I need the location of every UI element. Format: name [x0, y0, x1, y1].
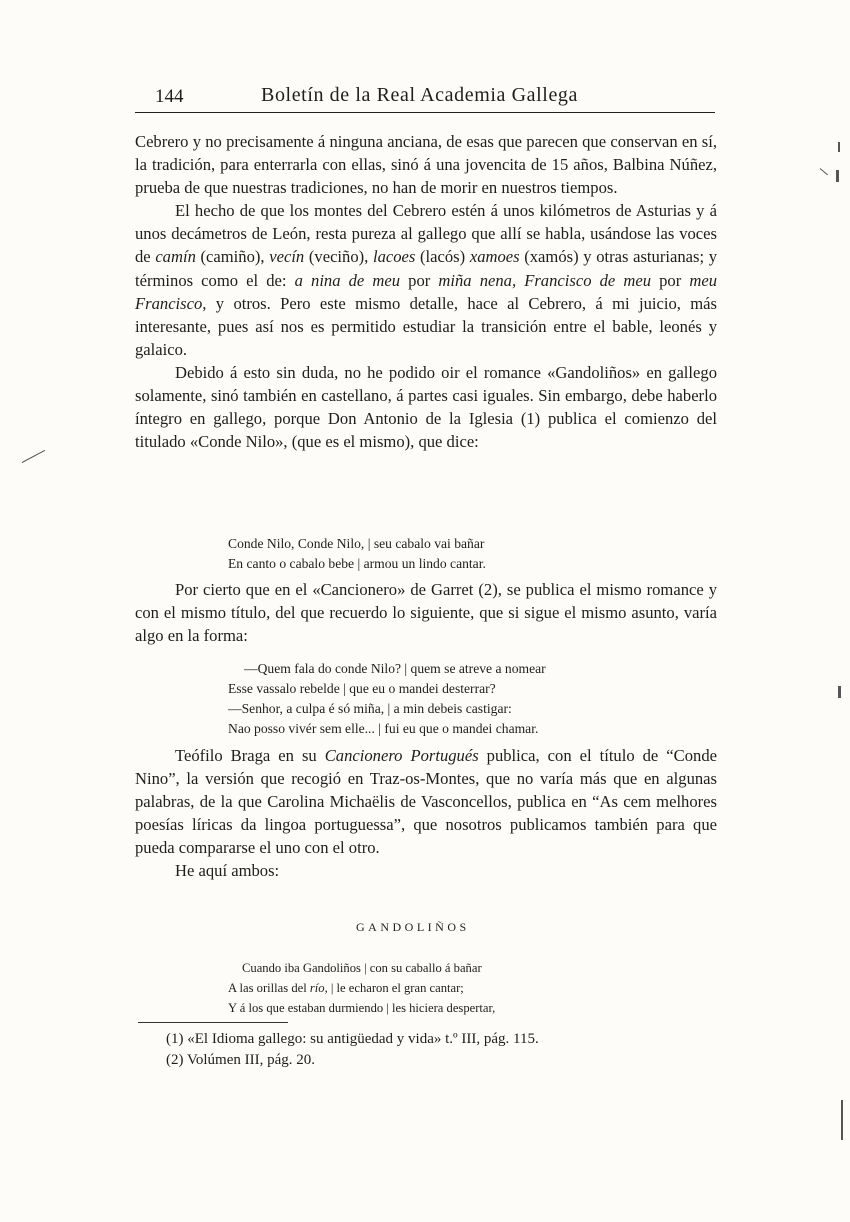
journal-title: Boletín de la Real Academia Gallega	[261, 84, 578, 106]
verse-gandolinos	[228, 958, 495, 1018]
scan-mark	[838, 142, 840, 152]
footnote-1: (1) «El Idioma gallego: su antigüedad y vida» t.º III, pág. 115.	[166, 1031, 539, 1047]
scan-mark	[22, 450, 45, 463]
verse-line: A las orillas del río, | le echaron el gran cantar;	[228, 981, 464, 995]
verse-conde-nilo	[228, 534, 486, 574]
paragraph-1: Cebrero y no precisamente á ninguna anciana, de esas que parecen que conservan en sí, la tradición, para enterrarla con ellas, sinó á una jovencita de 15 años, Balbina Núñez, prueba de que nuestras tradiciones, no han de morir en nuestros tiempos.	[135, 132, 717, 198]
verse-line: Cuando iba Gandoliños | con su caballo á bañar	[242, 961, 482, 975]
paragraph-5: Teófilo Braga en su Cancionero Portugués publica, con el título de “Conde Nino”, la versión que recogió en Traz-os-Montes, que no varía más que en algunas palabras, de la que Carolina Michaëlis de Vasconcellos, publica en “As cem melhores poesías líricas da lingoa portuguessa”, que nosotros publicamos también para que pueda compararse el uno con el otro.	[135, 746, 717, 858]
paragraph-2: El hecho de que los montes del Cebrero estén á unos kilómetros de Asturias y á unos decámetros de León, resta pureza al gallego que allí se habla, usándose las voces de camín (camiño), vecín (veciño), lacoes (lacós) xamoes (xamós) y otras asturianas; y términos como el de: a nina de meu por miña nena, Francisco de meu por meu Francisco, y otros. Pero este mismo detalle, hace al Cebrero, á mi juicio, más interesante, pues así nos es permitido estudiar la transición entre el bable, leonés y galaico.	[135, 201, 718, 359]
verse-line: Nao posso vivér sem elle... | fui eu que o mandei chamar.	[228, 721, 539, 736]
paragraph-4: Por cierto que en el «Cancionero» de Garret (2), se publica el mismo romance y con el mismo título, del que recuerdo lo siguiente, que si sigue el mismo asunto, varía algo en la forma:	[135, 580, 717, 646]
running-header	[135, 82, 715, 113]
body-text-top	[135, 130, 717, 453]
verse-line: —Quem fala do conde Nilo? | quem se atreve a nomear	[244, 661, 546, 676]
verse-line: Conde Nilo, Conde Nilo, | seu cabalo vai bañar	[228, 536, 485, 551]
scan-mark	[836, 170, 839, 182]
scan-mark	[838, 686, 841, 698]
paragraph-3: Debido á esto sin duda, no he podido oir el romance «Gandoliños» en gallego solamente, sinó también en castellano, á partes casi iguales. Sin embargo, debe haberlo íntegro en gallego, porque Don Antonio de la Iglesia (1) publica el comienzo del titulado «Conde Nilo», (que es el mismo), que dice:	[135, 362, 717, 452]
verse-line: —Senhor, a culpa é só miña, | a min debeis castigar:	[228, 701, 512, 716]
footnotes	[166, 1029, 539, 1071]
footnote-rule	[138, 1022, 288, 1023]
verse-line: Esse vassalo rebelde | que eu o mandei desterrar?	[228, 681, 496, 696]
verse-line: En canto o cabalo bebe | armou un lindo cantar.	[228, 556, 486, 571]
section-title: GANDOLIÑOS	[356, 920, 470, 934]
paragraph-6: He aquí ambos:	[175, 861, 280, 881]
verse-line: Y á los que estaban durmiendo | les hiciera despertar,	[228, 1001, 496, 1015]
scan-mark	[841, 1100, 843, 1140]
scan-mark	[820, 168, 828, 175]
verse-garret	[228, 659, 546, 739]
body-text-bottom	[135, 744, 717, 883]
body-text-middle	[135, 578, 717, 647]
page-number: 144	[155, 86, 184, 107]
footnote-2: (2) Volúmen III, pág. 20.	[166, 1052, 316, 1068]
